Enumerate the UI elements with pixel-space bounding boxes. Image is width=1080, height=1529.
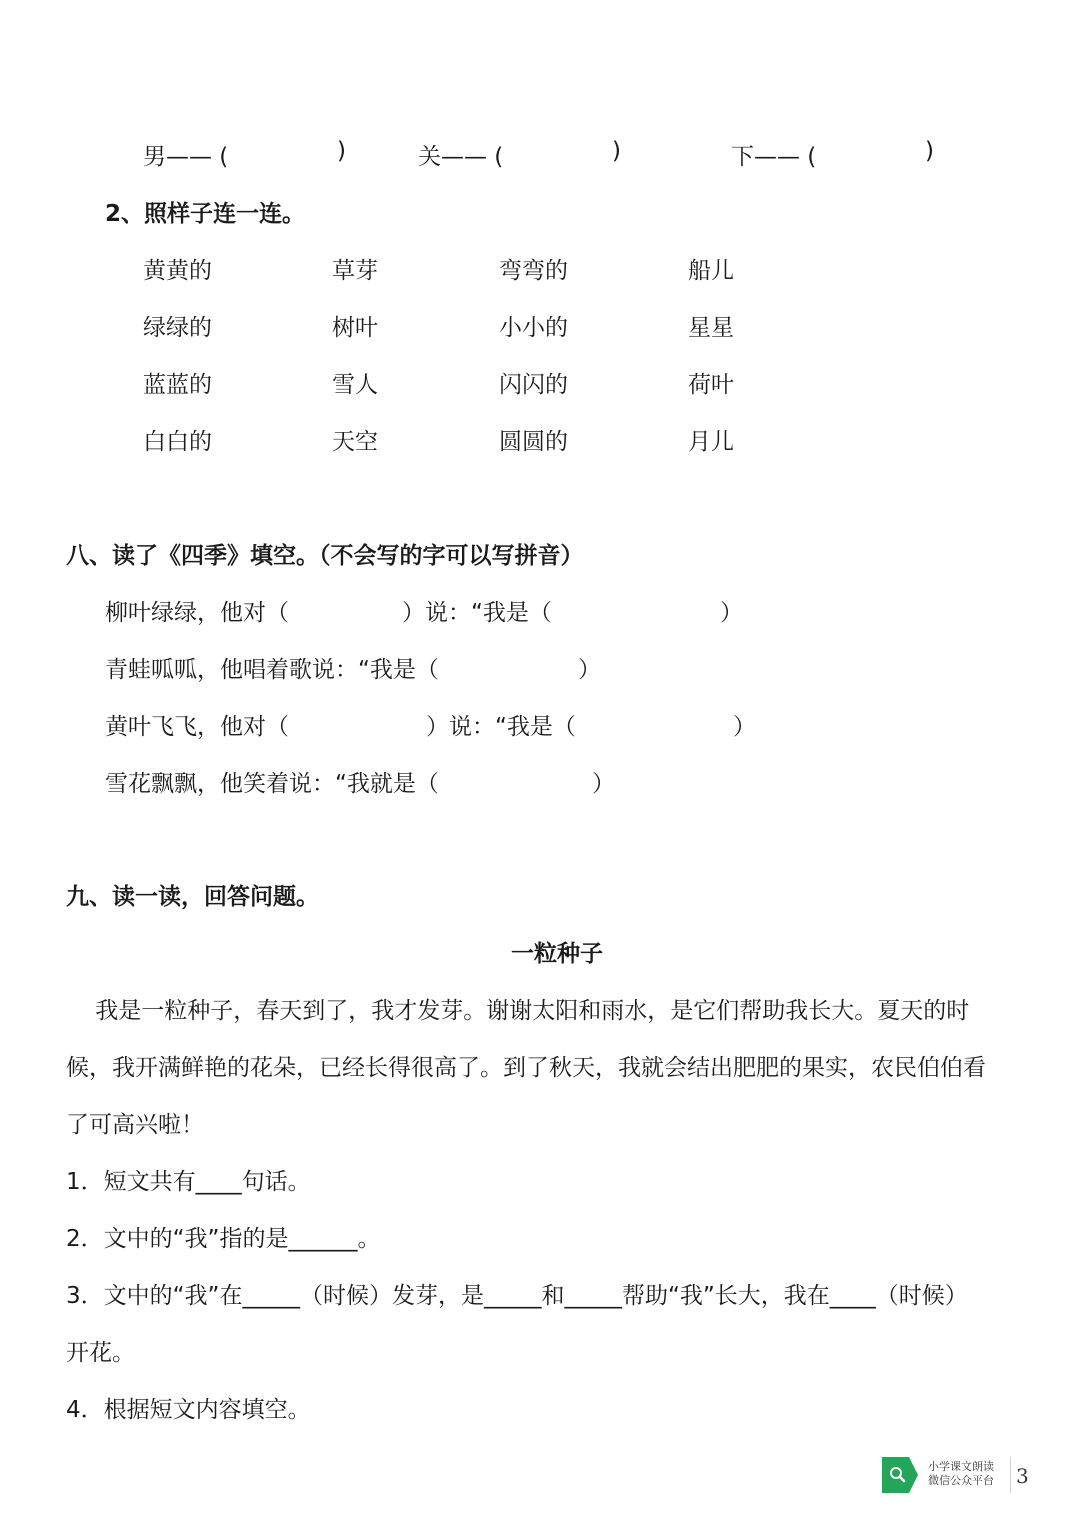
- question-3-continued: 开花。: [66, 1340, 135, 1366]
- fill-item-xia: 下—— (: [731, 144, 817, 170]
- fill-close-paren: ): [612, 138, 621, 164]
- match-row: [0, 252, 1080, 292]
- fill-line-part: 雪花飘飘，他笑着说：“我就是（: [105, 771, 439, 797]
- match-row: [0, 366, 1080, 406]
- fill-line-part: ）: [733, 714, 756, 740]
- match-word: 黄黄的: [143, 258, 212, 284]
- match-word: 绿绿的: [143, 315, 212, 341]
- story-title: 一粒种子: [511, 941, 603, 967]
- match-word: 树叶: [332, 315, 378, 341]
- fill-line-part: 柳叶绿绿，他对（: [105, 600, 289, 626]
- match-word: 小小的: [499, 315, 568, 341]
- fill-item-guan: 关—— (: [418, 144, 504, 170]
- match-word: 星星: [688, 315, 734, 341]
- section-9-title: 九、读一读，回答问题。: [66, 884, 319, 910]
- match-row: [0, 309, 1080, 349]
- fill-line-part: ）: [720, 600, 743, 626]
- match-row: [0, 423, 1080, 463]
- search-icon: [882, 1457, 918, 1493]
- fill-item-nan: 男—— (: [143, 144, 229, 170]
- section-2-title: 2、照样子连一连。: [105, 201, 306, 227]
- question-1: 1．短文共有____句话。: [66, 1169, 311, 1195]
- platform-logo: [882, 1457, 1011, 1493]
- fill-line-part: 青蛙呱呱，他唱着歌说：“我是（: [105, 657, 439, 683]
- match-word: 闪闪的: [499, 372, 568, 398]
- match-word: 白白的: [143, 429, 212, 455]
- match-word: 蓝蓝的: [143, 372, 212, 398]
- question-3: 3．文中的“我”在_____（时候）发芽，是_____和_____帮助“我”长大，我在____（时候）: [66, 1283, 968, 1309]
- match-word: 月儿: [688, 429, 734, 455]
- logo-line-1: 小学课文朗读: [928, 1460, 994, 1473]
- fill-line-part: ）说：“我是（: [402, 600, 552, 626]
- paragraph-line: 我是一粒种子，春天到了，我才发芽。谢谢太阳和雨水，是它们帮助我长大。夏天的时: [66, 998, 970, 1024]
- match-word: 荷叶: [688, 372, 734, 398]
- fill-close-paren: ): [925, 138, 934, 164]
- section-8-title: 八、读了《四季》填空。（不会写的字可以写拼音）: [66, 543, 584, 569]
- logo-tab: [882, 1457, 918, 1493]
- match-word: 雪人: [332, 372, 378, 398]
- match-word: 弯弯的: [499, 258, 568, 284]
- logo-text: [928, 1460, 994, 1488]
- match-word: 草芽: [332, 258, 378, 284]
- logo-line-2: 微信公众平台: [928, 1474, 994, 1487]
- match-word: 天空: [332, 429, 378, 455]
- fill-line-part: ）说：“我是（: [426, 714, 576, 740]
- page-number: 3: [1016, 1464, 1029, 1488]
- fill-line-part: 黄叶飞飞，他对（: [105, 714, 289, 740]
- question-4: 4．根据短文内容填空。: [66, 1397, 311, 1423]
- paragraph-line: 候，我开满鲜艳的花朵，已经长得很高了。到了秋天，我就会结出肥肥的果实，农民伯伯看: [66, 1055, 986, 1081]
- paragraph-line: 了可高兴啦！: [66, 1112, 204, 1138]
- question-2: 2．文中的“我”指的是______。: [66, 1226, 381, 1252]
- match-word: 圆圆的: [499, 429, 568, 455]
- match-word: 船儿: [688, 258, 734, 284]
- fill-line-part: ）: [592, 771, 615, 797]
- fill-close-paren: ): [337, 138, 346, 164]
- fill-line-part: ）: [578, 657, 601, 683]
